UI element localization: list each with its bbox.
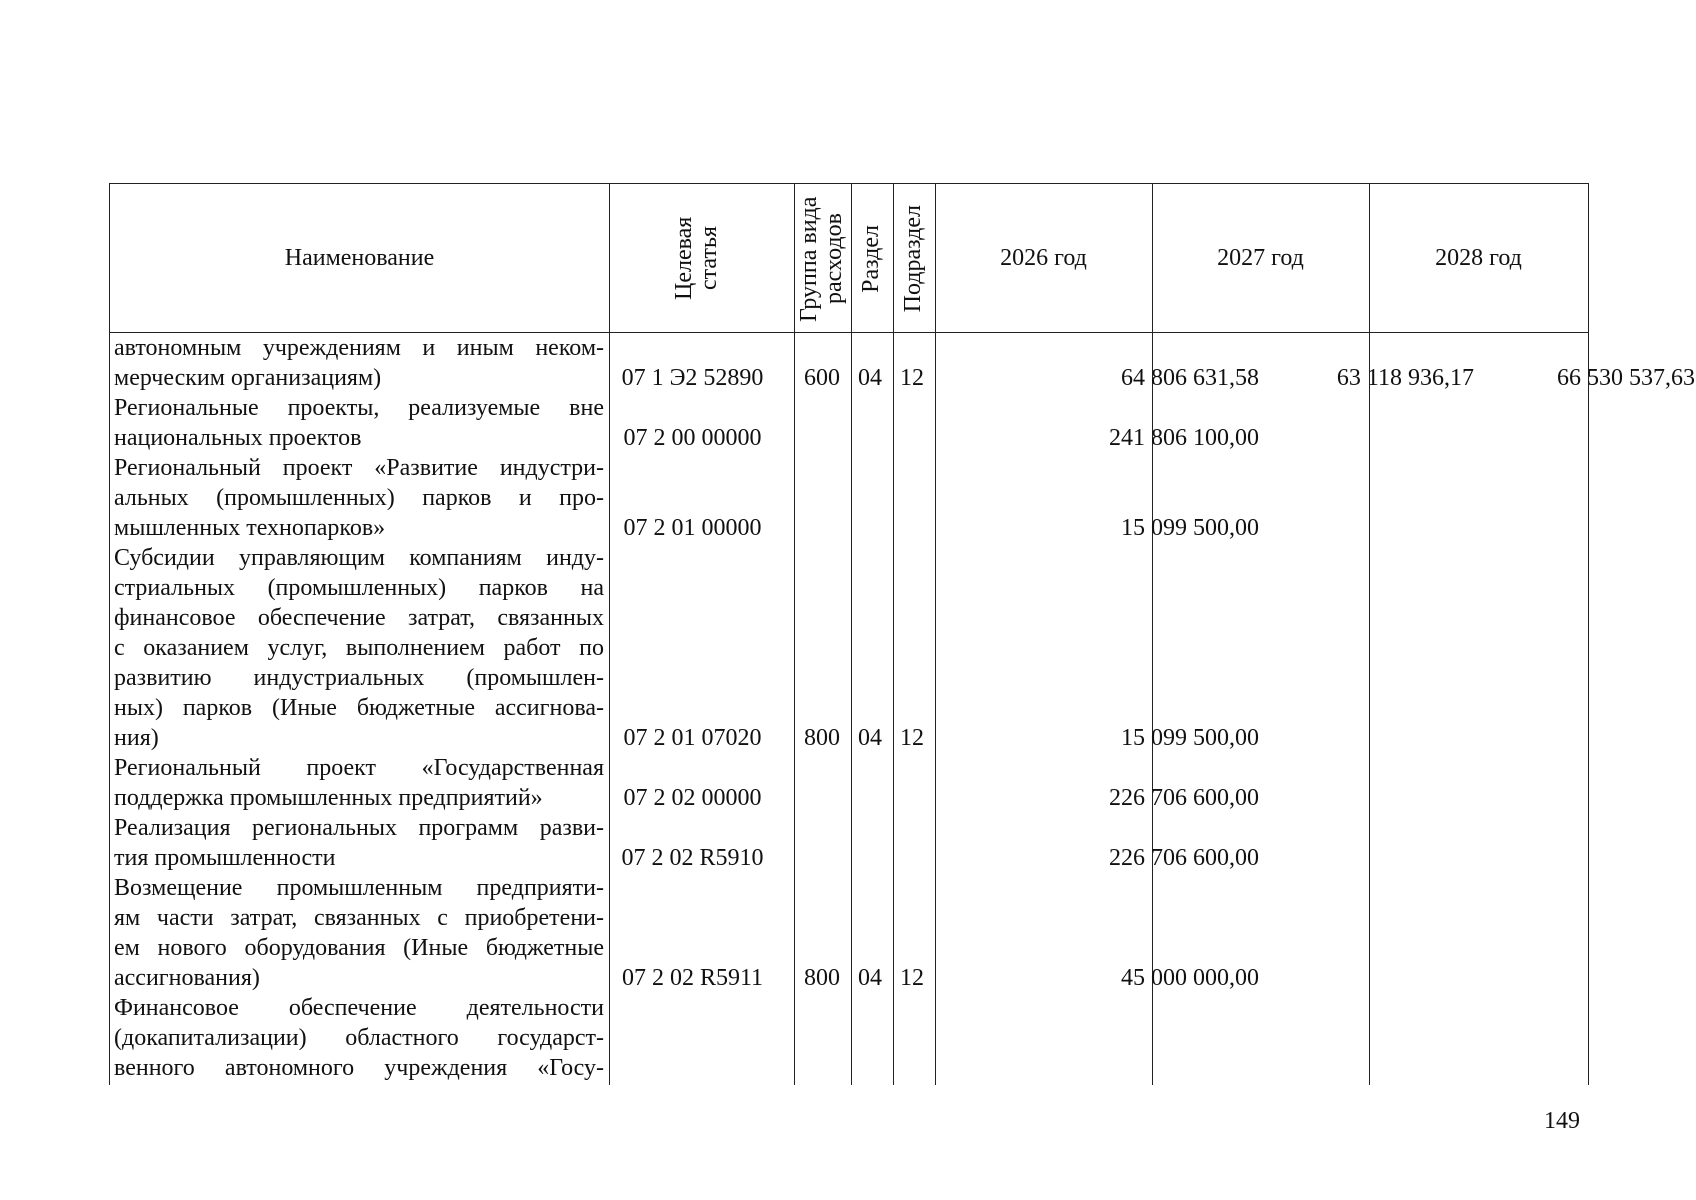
row-name-line: с оказанием услуг, выполнением работ по [114,635,604,661]
header-section-text: Раздел [858,224,885,293]
row-name-line: тия промышленности [114,845,336,871]
header-expense-group [794,184,851,333]
header-subsection [893,184,935,333]
header-target-article-text: Целевая статья [670,216,722,301]
row-section: 04 [858,365,882,391]
row-expense-group: 800 [804,725,840,751]
row-name-line: ям части затрат, связанных с приобретени- [114,905,604,931]
row-subsection: 12 [900,365,924,391]
header-name [110,184,609,333]
row-name-line: Возмещение промышленным предприяти- [114,875,604,901]
row-name-line: (докапитализации) областного государст- [114,1025,604,1051]
header-year-2028 [1369,184,1588,333]
row-name-line: мерческим организациям) [114,365,382,391]
row-target-article: 07 2 02 R5910 [621,845,764,871]
row-name-line: ем нового оборудования (Иные бюджетные [114,935,604,961]
row-name-line: Субсидии управляющим компаниям инду- [114,545,604,571]
header-name-text: Наименование [284,245,435,271]
row-section: 04 [858,725,882,751]
row-name-line: Региональный проект «Развитие индустри- [114,455,604,481]
row-amount-2026: 15 099 500,00 [1121,725,1259,751]
header-year-2026-text: 2026 год [1000,245,1087,271]
row-amount-2026: 64 806 631,58 [1121,365,1259,391]
row-name-line: мышленных технопарков» [114,515,386,541]
header-expense-group-text: Группа вида расходов [795,195,847,322]
header-year-2027 [1152,184,1369,333]
row-name-line: венного автономного учреждения «Госу- [114,1055,604,1081]
page-number: 149 [1544,1108,1580,1134]
row-target-article: 07 2 02 R5911 [621,965,764,991]
row-name-line: национальных проектов [114,425,362,451]
row-target-article: 07 1 Э2 52890 [621,365,764,391]
header-year-2027-text: 2027 год [1217,245,1304,271]
row-target-article: 07 2 01 07020 [623,725,762,751]
row-name-line: автономным учреждениям и иным неком- [114,335,604,361]
row-name-line: альных (промышленных) парков и про- [114,485,604,511]
header-target-article [609,184,794,333]
row-expense-group: 800 [804,965,840,991]
row-subsection: 12 [900,965,924,991]
header-subsection-text: Подраздел [900,204,927,313]
row-expense-group: 600 [804,365,840,391]
budget-table [109,183,1695,1085]
row-target-article: 07 2 00 00000 [623,425,762,451]
row-name-line: ния) [114,725,159,751]
row-subsection: 12 [900,725,924,751]
row-name-line: развитию индустриальных (промышлен- [114,665,604,691]
row-amount-2028: 66 530 537,63 [1557,365,1695,391]
row-name-line: Региональные проекты, реализуемые вне [114,395,604,421]
header-year-2028-text: 2028 год [1435,245,1522,271]
row-amount-2026: 226 706 600,00 [1109,785,1259,811]
row-name-line: Реализация региональных программ разви- [114,815,604,841]
header-section [851,184,893,333]
row-name-line: Региональный проект «Государственная [114,755,604,781]
row-section: 04 [858,965,882,991]
row-name-line: финансовое обеспечение затрат, связанных [114,605,604,631]
row-target-article: 07 2 01 00000 [623,515,762,541]
row-amount-2026: 45 000 000,00 [1121,965,1259,991]
row-target-article: 07 2 02 00000 [623,785,762,811]
row-name-line: ассигнования) [114,965,260,991]
row-name-line: поддержка промышленных предприятий» [114,785,543,811]
row-name-line: Финансовое обеспечение деятельности [114,995,604,1021]
row-name-line: стриальных (промышленных) парков на [114,575,604,601]
row-name-line: ных) парков (Иные бюджетные ассигнова- [114,695,604,721]
row-amount-2026: 15 099 500,00 [1121,515,1259,541]
header-year-2026 [935,184,1152,333]
row-amount-2027: 63 118 936,17 [1336,365,1474,391]
row-amount-2026: 226 706 600,00 [1109,845,1259,871]
row-amount-2026: 241 806 100,00 [1109,425,1259,451]
